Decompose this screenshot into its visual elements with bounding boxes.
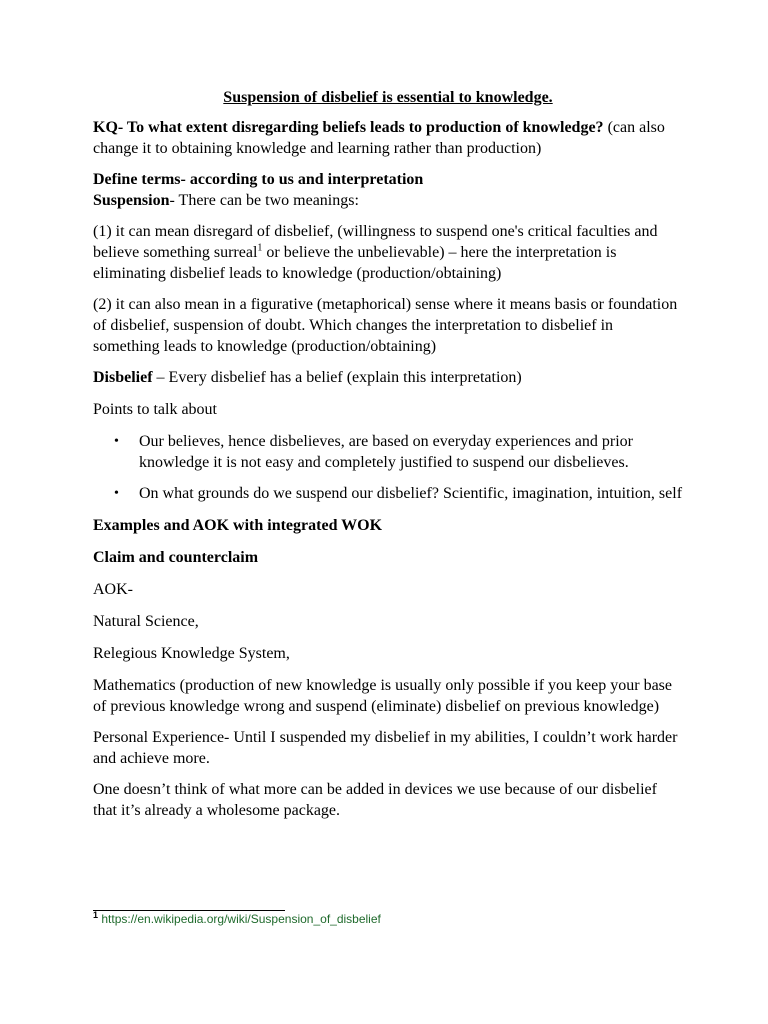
footnote-link[interactable]: https://en.wikipedia.org/wiki/Suspension_of_disbelief — [98, 912, 381, 926]
aok-mathematics: Mathematics (production of new knowledge is usually only possible if you keep your base of previous knowledge wrong and suspend (eliminate) disbelief on previous knowledge) — [93, 677, 672, 715]
key-question-bold: KQ- To what extent disregarding beliefs leads to production of knowledge? — [93, 119, 604, 136]
footnote — [93, 912, 381, 926]
disbelief-definition — [93, 367, 683, 388]
list-item — [93, 483, 683, 504]
list-item-text: On what grounds do we suspend our disbelief? Scientific, imagination, intuition, self — [139, 485, 683, 502]
define-terms-heading-text: Define terms- according to us and interpretation — [93, 171, 424, 188]
claim-heading-text: Claim and counterclaim — [93, 549, 259, 566]
key-question-note: (can also change it to obtaining knowledge and learning rather than production) — [93, 119, 665, 157]
examples-heading — [93, 515, 683, 536]
personal-experience-paragraph: Personal Experience- Until I suspended my disbelief in my abilities, I couldn’t work harder and achieve more. — [93, 729, 678, 767]
footnote-reference[interactable]: 1 — [257, 242, 263, 254]
meaning-one-paragraph — [93, 221, 683, 284]
devices-paragraph: One doesn’t think of what more can be added in devices we use because of our disbelief that it’s already a wholesome package. — [93, 781, 657, 819]
footnote-number: 1 — [93, 910, 99, 920]
suspension-term: Suspension — [93, 192, 170, 209]
aok-religious-knowledge: Relegious Knowledge System, — [93, 645, 290, 662]
bullet-icon: • — [114, 434, 119, 449]
points-list — [93, 431, 683, 504]
document-body — [93, 87, 683, 821]
define-terms-heading — [93, 169, 683, 190]
suspension-text: - There can be two meanings: — [169, 192, 359, 209]
points-heading: Points to talk about — [93, 401, 217, 418]
bullet-icon: • — [114, 486, 119, 501]
meaning-one-text-after: or believe the unbelievable) – here the interpretation is eliminating disbelief leads to knowledge (production/obtaining) — [93, 244, 617, 282]
suspension-definition — [93, 190, 683, 211]
list-item-text: Our believes, hence disbelieves, are based on everyday experiences and prior knowledge it is not easy and completely justified to suspend our disbelieves. — [139, 433, 634, 471]
examples-heading-text: Examples and AOK with integrated WOK — [93, 517, 383, 534]
meaning-two-paragraph: (2) it can also mean in a figurative (metaphorical) sense where it means basis or foundation of disbelief, suspension of doubt. Which changes the interpretation to disbelief in something leads to knowledge (production/obtaining) — [93, 296, 678, 355]
document-title: Suspension of disbelief is essential to knowledge. — [223, 89, 553, 106]
key-question — [93, 117, 683, 159]
aok-natural-science: Natural Science, — [93, 613, 199, 630]
disbelief-term: Disbelief — [93, 369, 153, 386]
claim-heading — [93, 547, 683, 568]
footnote-separator — [93, 910, 285, 911]
disbelief-text: – Every disbelief has a belief (explain this interpretation) — [152, 369, 522, 386]
aok-label: AOK- — [93, 581, 133, 598]
meaning-one-text-before: (1) it can mean disregard of disbelief, (willingness to suspend one's critical faculties and believe something surreal — [93, 223, 658, 261]
list-item — [93, 431, 683, 473]
